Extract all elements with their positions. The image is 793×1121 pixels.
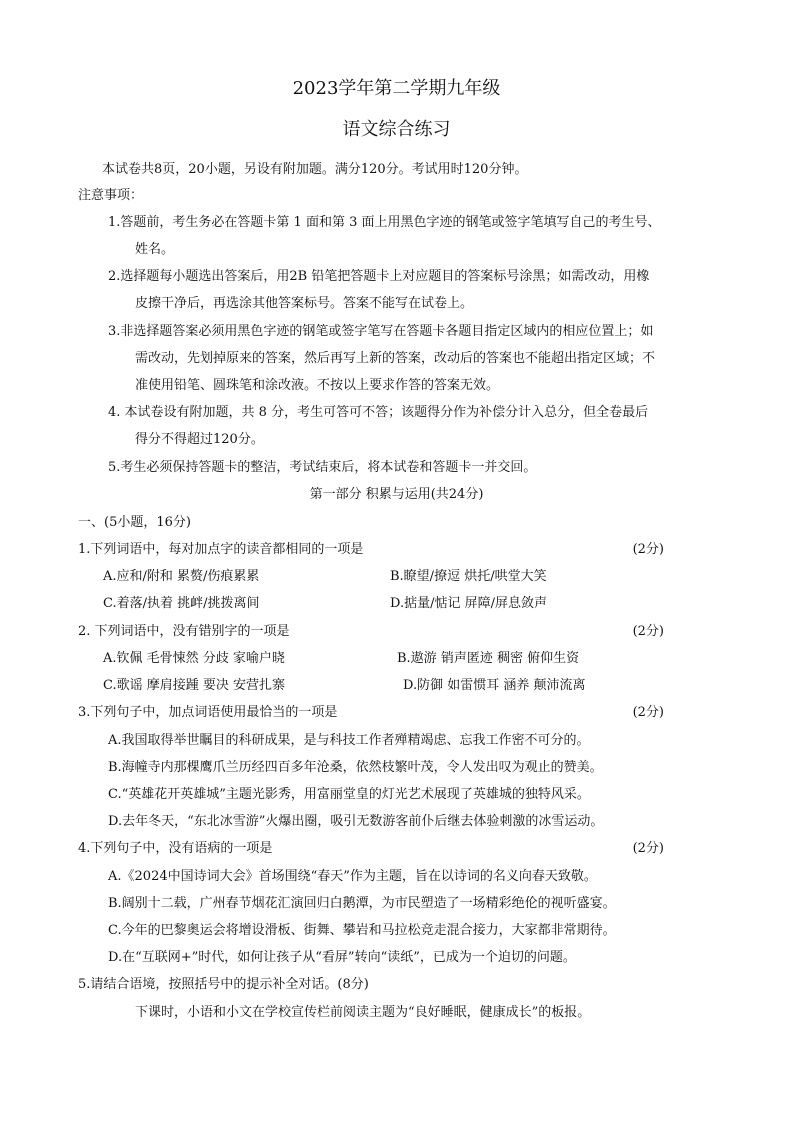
section-one-heading: 一、(5小题，16分) [78, 515, 191, 530]
q1-option-a: A.应和/附和 累赘/伤痕累累 [103, 569, 260, 584]
q2-option-a: A.钦佩 毛骨悚然 分歧 家喻户晓 [103, 651, 285, 666]
q4-option-b: B.阔别十二载，广州春节烟花汇演回归白鹅潭，为市民塑造了一场精彩绝伦的视听盛宴。 [108, 896, 616, 911]
q2-option-c: C.歌谣 摩肩接踵 要决 安营扎寨 [103, 678, 286, 693]
note-2-line-2: 皮擦干净后，再选涂其他答案标号。答案不能写在试卷上。 [135, 296, 474, 311]
q3-option-c: C.“英雄花开英雄城”主题光影秀，用富丽堂皇的灯光艺术展现了英雄城的独特风采。 [108, 787, 590, 802]
page-subtitle: 语文综合练习 [342, 119, 451, 140]
note-4-line-2: 得分不得超过120分。 [135, 432, 264, 447]
q2-option-b: B.遨游 销声匿迹 稠密 俯仰生资 [397, 651, 580, 666]
q1-option-b: B.瞭望/撩逗 烘托/哄堂大笑 [390, 569, 547, 584]
q1-option-c: C.着落/执着 挑衅/挑拨离间 [103, 596, 260, 611]
q4-stem: 4.下列句子中，没有语病的一项是 [78, 841, 273, 856]
q4-score: (2分) [632, 841, 664, 856]
q5-stem: 5.请结合语境，按照括号中的提示补全对话。(8分) [78, 977, 369, 992]
note-3-line-3: 准使用铅笔、圆珠笔和涂改液。不按以上要求作答的答案无效。 [135, 378, 500, 393]
q3-stem: 3.下列句子中，加点词语使用最恰当的一项是 [78, 705, 338, 720]
q3-score: (2分) [632, 705, 664, 720]
note-4-line-1: 4. 本试卷设有附加题，共 8 分，考生可答可不答；该题得分作为补偿分计入总分，但全卷最后 [108, 405, 649, 420]
q3-option-b: B.海幢寺内那棵鹰爪兰历经四百多年沧桑，依然枝繁叶茂，令人发出叹为观止的赞美。 [108, 760, 603, 775]
q3-option-d: D.去年冬天，“东北冰雪游”火爆出圈，吸引无数游客前仆后继去体验刺激的冰雪运动。 [108, 814, 604, 829]
note-2-line-1: 2.选择题每小题选出答案后，用2B 铅笔把答题卡上对应题目的答案标号涂黑；如需改动，用橡 [108, 269, 650, 284]
note-3-line-2: 需改动，先划掉原来的答案，然后再写上新的答案，改动后的答案也不能超出指定区域；不 [135, 351, 656, 366]
q3-option-a: A.我国取得举世瞩目的科研成果，是与科技工作者殚精竭虑、忘我工作密不可分的。 [108, 733, 590, 748]
q4-option-d: D.在“互联网+”时代，如何让孩子从“看屏”转向“读纸”，已成为一个迫切的问题。 [108, 950, 576, 965]
q1-score: (2分) [632, 542, 664, 557]
note-1-line-2: 姓名。 [135, 242, 175, 257]
page-title: 2023学年第二学期九年级 [292, 78, 501, 99]
note-3-line-1: 3.非选择题答案必须用黑色字迹的钢笔或签字笔写在答题卡各题目指定区域内的相应位置上；如 [108, 324, 654, 339]
q4-option-c: C.今年的巴黎奥运会将增设滑板、街舞、攀岩和马拉松竞走混合接力，大家都非常期待。 [108, 923, 616, 938]
intro-text: 本试卷共8页，20小题，另设有附加题。满分120分。考试用时120分钟。 [102, 162, 528, 177]
part1-heading: 第一部分 积累与运用(共24分) [309, 487, 484, 502]
notes-heading: 注意事项： [78, 188, 144, 203]
q1-option-d: D.掂量/惦记 屏障/屏息敛声 [390, 596, 547, 611]
q4-option-a: A.《2024中国诗词大会》首场围绕“春天”作为主题，旨在以诗词的名义向春天致敬。 [108, 869, 597, 884]
q2-score: (2分) [632, 624, 664, 639]
q2-option-d: D.防御 如雷惯耳 涵养 颠沛流离 [403, 678, 586, 693]
q5-passage: 下课时，小语和小文在学校宣传栏前阅读主题为“良好睡眠，健康成长”的板报。 [135, 1005, 591, 1020]
note-1-line-1: 1.答题前，考生务必在答题卡第 1 面和第 3 面上用黑色字迹的钢笔或签字笔填写自己的考生号、 [108, 215, 661, 230]
note-5-line-1: 5.考生必须保持答题卡的整洁，考试结束后，将本试卷和答题卡一并交回。 [108, 460, 537, 475]
q2-stem: 2. 下列词语中，没有错别字的一项是 [78, 624, 290, 639]
q1-stem: 1.下列词语中，每对加点字的读音都相同的一项是 [78, 542, 364, 557]
